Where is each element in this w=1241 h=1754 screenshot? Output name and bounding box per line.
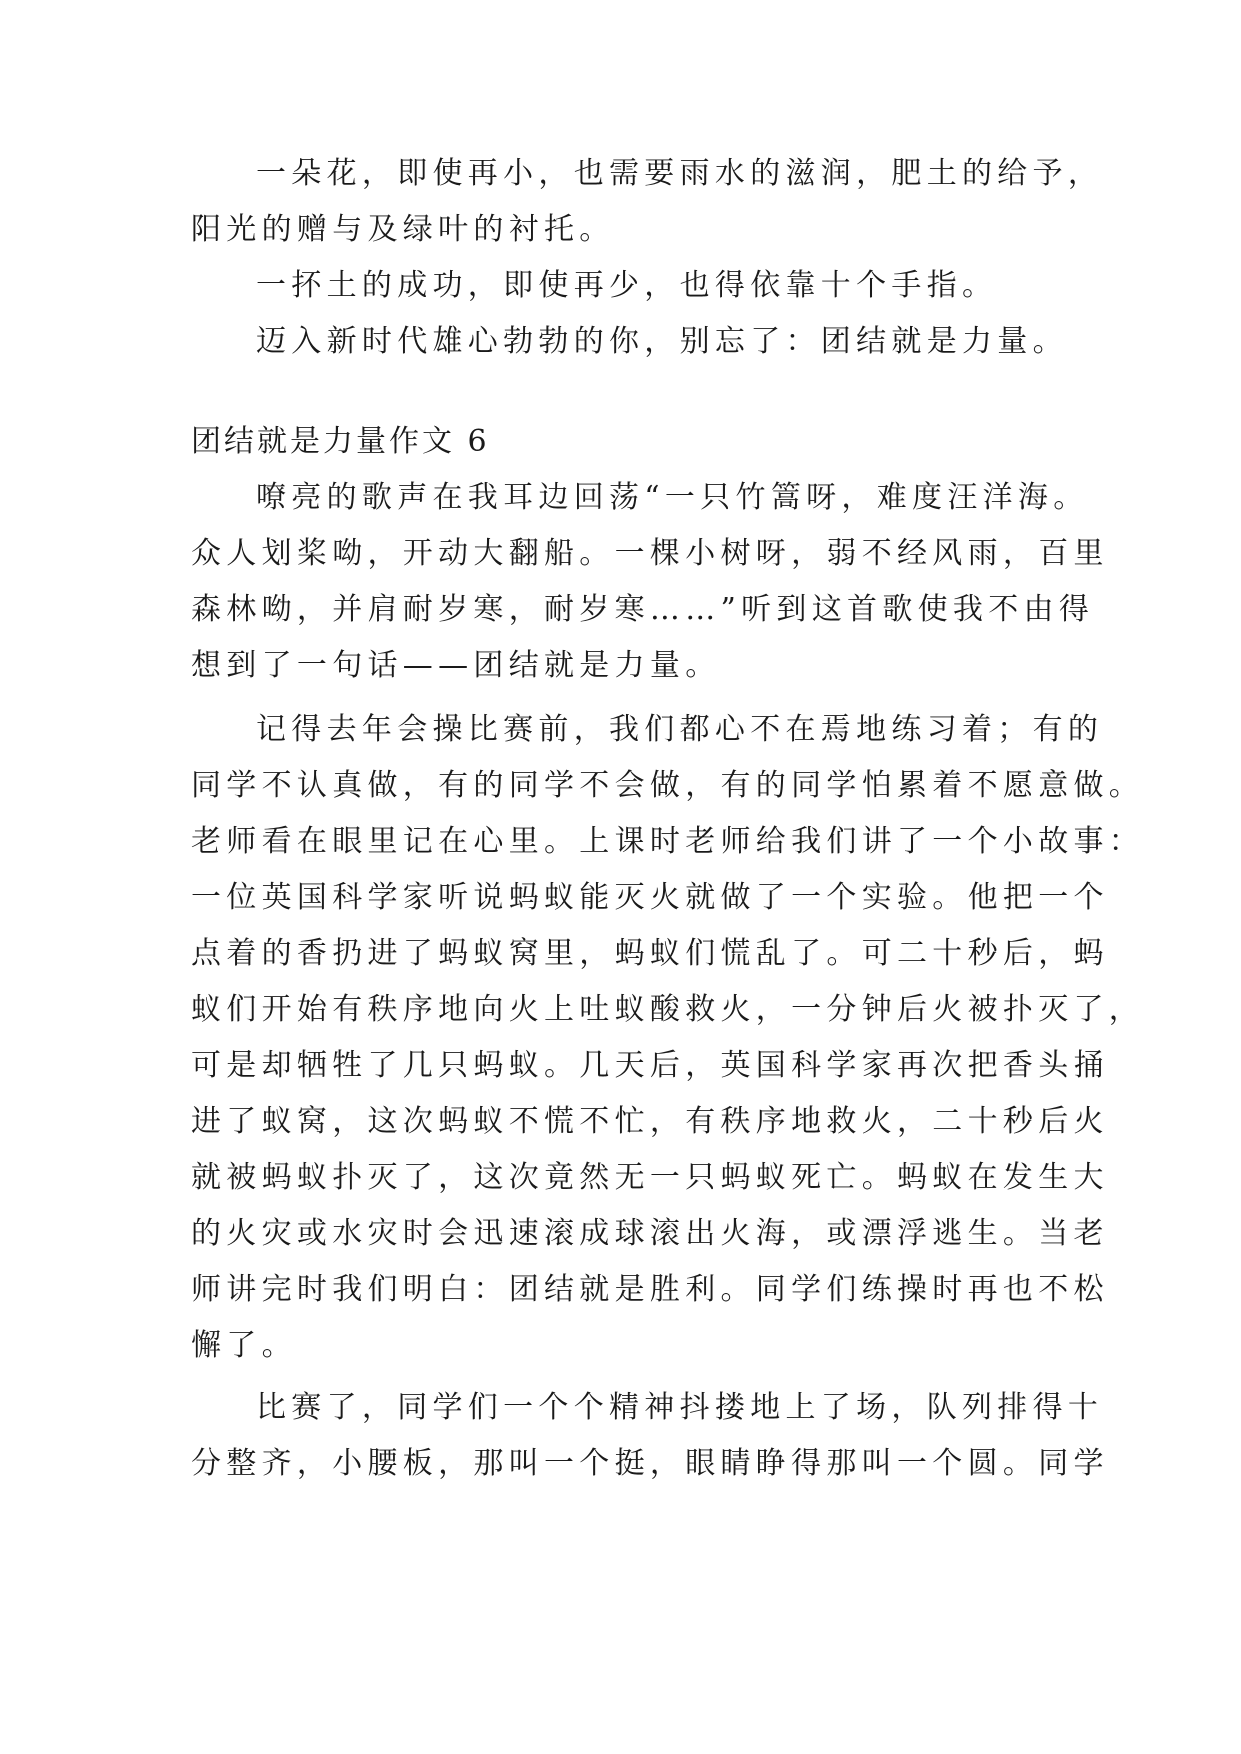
- paragraph-line: 记得去年会操比赛前，我们都心不在焉地练习着；有的: [256, 712, 1104, 747]
- paragraph-line: 同学不认真做，有的同学不会做，有的同学怕累着不愿意做。: [191, 768, 1145, 803]
- paragraph-line: 老师看在眼里记在心里。上课时老师给我们讲了一个小故事：: [191, 824, 1145, 859]
- section-heading: 团结就是力量作文 6: [191, 424, 490, 459]
- paragraph-line: 一朵花，即使再小，也需要雨水的滋润，肥土的给予，: [256, 156, 1104, 191]
- paragraph-line: 想到了一句话——团结就是力量。: [191, 648, 721, 683]
- paragraph-line: 森林呦，并肩耐岁寒，耐岁寒……”听到这首歌使我不由得: [191, 592, 1095, 627]
- paragraph-line: 嘹亮的歌声在我耳边回荡“一只竹篙呀，难度汪洋海。: [256, 480, 1089, 515]
- paragraph-line: 迈入新时代雄心勃勃的你，别忘了：团结就是力量。: [256, 324, 1068, 359]
- paragraph-line: 一位英国科学家听说蚂蚁能灭火就做了一个实验。他把一个: [191, 880, 1109, 915]
- paragraph-line: 的火灾或水灾时会迅速滚成球滚出火海，或漂浮逃生。当老: [191, 1216, 1109, 1251]
- paragraph-line: 分整齐，小腰板，那叫一个挺，眼睛睁得那叫一个圆。同学: [191, 1446, 1109, 1481]
- paragraph-line: 点着的香扔进了蚂蚁窝里，蚂蚁们慌乱了。可二十秒后，蚂: [191, 936, 1109, 971]
- paragraph-line: 一抔土的成功，即使再少，也得依靠十个手指。: [256, 268, 998, 303]
- paragraph-line: 众人划桨呦，开动大翻船。一棵小树呀，弱不经风雨，百里: [191, 536, 1109, 571]
- paragraph-line: 比赛了，同学们一个个精神抖搂地上了场，队列排得十: [256, 1390, 1104, 1425]
- paragraph-line: 阳光的赠与及绿叶的衬托。: [191, 212, 615, 247]
- paragraph-line: 就被蚂蚁扑灭了，这次竟然无一只蚂蚁死亡。蚂蚁在发生大: [191, 1160, 1109, 1195]
- paragraph-line: 可是却牺牲了几只蚂蚁。几天后，英国科学家再次把香头捅: [191, 1048, 1109, 1083]
- paragraph-line: 进了蚁窝，这次蚂蚁不慌不忙，有秩序地救火，二十秒后火: [191, 1104, 1109, 1139]
- paragraph-line: 蚁们开始有秩序地向火上吐蚁酸救火，一分钟后火被扑灭了，: [191, 992, 1145, 1027]
- paragraph-line: 师讲完时我们明白：团结就是胜利。同学们练操时再也不松: [191, 1272, 1109, 1307]
- paragraph-line: 懈了。: [191, 1328, 297, 1363]
